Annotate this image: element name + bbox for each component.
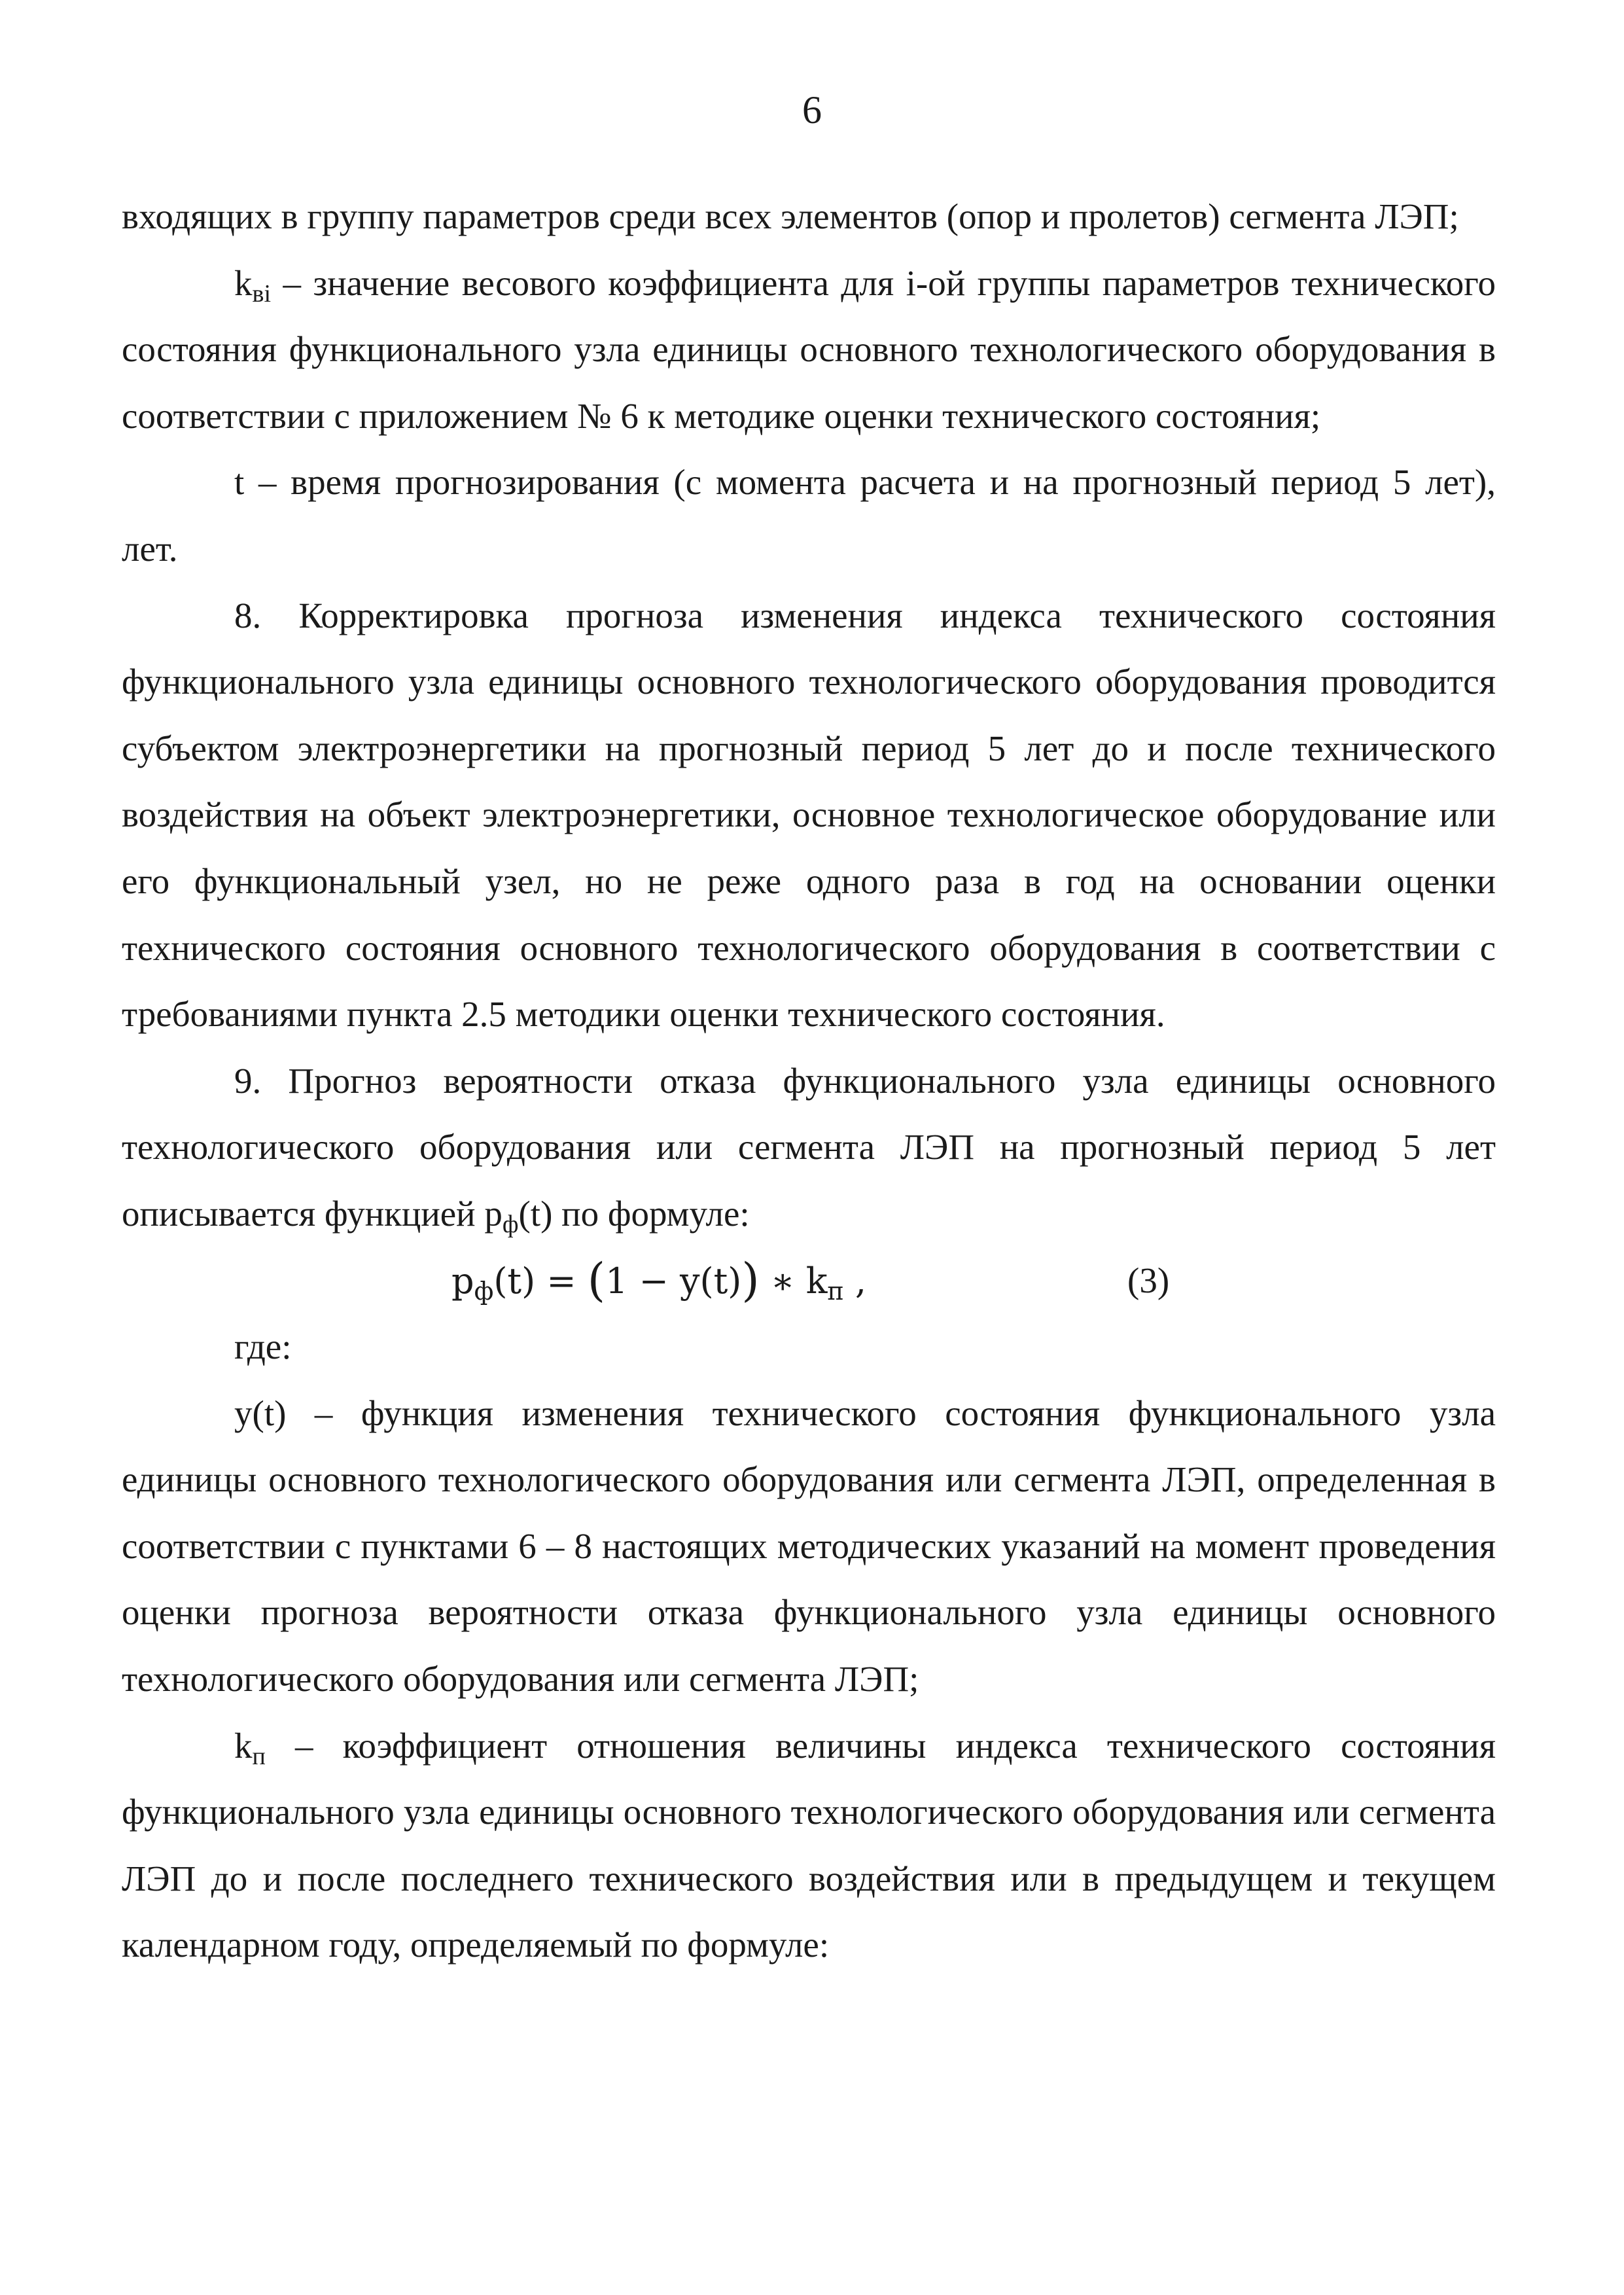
paragraph-kvi-definition [122, 250, 1496, 450]
paragraph-t-definition: t – время прогнозирования (с момента расчета и на прогнозный период 5 лет), лет. [122, 462, 1496, 569]
kp-description: – коэффициент отношения величины индекса технического состояния функционального узла единицы основного технологического оборудования или сегмента ЛЭП до и после последнего технического воздействия или в предыдущем и текущем календарном году, определяемый по формуле: [122, 1725, 1496, 1965]
item-9-subscript: ф [502, 1210, 519, 1238]
formula-lhs-subscript: ф [474, 1276, 494, 1306]
formula-3 [451, 1247, 866, 1315]
kvi-subscript: вi [252, 279, 271, 308]
formula-body: 1 − y(t) [605, 1260, 742, 1302]
paragraph-yt-definition: y(t) – функция изменения технического состояния функционального узла единицы основного технологического оборудования или сегмента ЛЭП, определенная в соответствии с пунктами 6 – 8 настоящих методических указаний на момент проведения оценки прогноза вероятности отказа функционального узла единицы основного технологического оборудования или сегмента ЛЭП; [122, 1393, 1496, 1699]
formula-open-paren: ( [587, 1253, 606, 1307]
formula-close-paren: ) [741, 1253, 760, 1307]
paragraph-item-9 [122, 1048, 1496, 1247]
kp-symbol: k [234, 1725, 253, 1766]
formula-lhs-arg: (t) = [493, 1260, 588, 1302]
kvi-description: – значение весового коэффициента для i-ой группы параметров технического состояния функционального узла единицы основного технологического оборудования в соответствии с приложением № 6 к методике оценки технического состояния; [122, 262, 1496, 436]
kvi-symbol: k [234, 262, 253, 303]
formula-operator: ∗ k [759, 1260, 828, 1302]
paragraph-where: где: [234, 1326, 292, 1367]
kp-subscript: п [252, 1742, 266, 1770]
formula-k-subscript: п [827, 1276, 844, 1306]
formula-number: (3) [1127, 1260, 1170, 1300]
formula-row [122, 1247, 1496, 1314]
paragraph-continuation: входящих в группу параметров среди всех элементов (опор и пролетов) сегмента ЛЭП; [122, 196, 1459, 236]
formula-tail: , [843, 1260, 867, 1302]
document-body [122, 183, 1496, 1978]
page-number: 6 [802, 88, 822, 132]
paragraph-item-8: 8. Корректировка прогноза изменения индекса технического состояния функционального узла единицы основного технологического оборудования проводится субъектом электроэнергетики на прогнозный период 5 лет до и после технического воздействия на объект электроэнергетики, основное технологическое оборудование или его функциональный узел, но не реже одного раза в год на основании оценки технического состояния основного технологического оборудования в соответствии с требованиями пункта 2.5 методики оценки технического состояния. [122, 595, 1496, 1035]
item-9-text: 9. Прогноз вероятности отказа функционального узла единицы основного технологического оборудования или сегмента ЛЭП на прогнозный период 5 лет описывается функцией p [122, 1060, 1496, 1234]
formula-lhs: p [451, 1260, 474, 1302]
item-9-tail: (t) по формуле: [518, 1193, 750, 1234]
paragraph-kp-definition [122, 1713, 1496, 1978]
